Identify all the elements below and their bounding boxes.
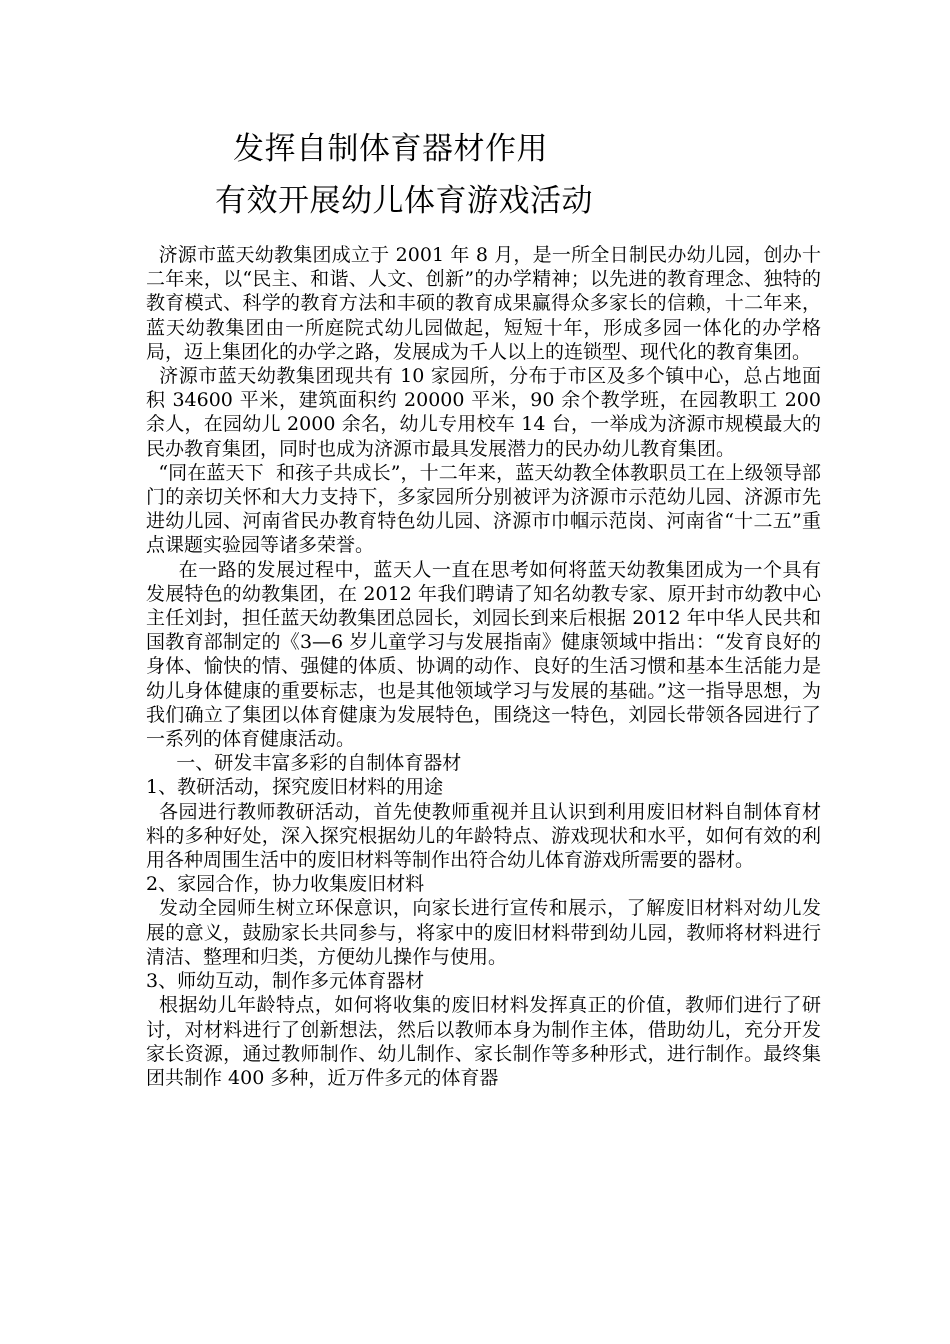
paragraph-development: 在一路的发展过程中，蓝天人一直在思考如何将蓝天幼教集团成为一个具有发展特色的幼教集团，在 2012 年我们聘请了知名幼教专家、原开封市幼教中心主任刘封，担任蓝天幼教集团总园长，刘园长到来后根据 2012 年中华人民共和国教育部制定的《3—6 岁儿童学习与发展指南》健康领域中指出：“发育良好的身体、愉快的情、强健的体质、协调的动作、良好的生活习惯和基本生活能力是幼儿身体健康的重要标志，也是其他领域学习与发展的基础。”这一指导思想，为我们确立了集团以体育健康为发展特色，围绕这一特色，刘园长带领各园进行了一系列的体育健康活动。 bbox=[146, 558, 821, 751]
document-title-line-2: 有效开展幼儿体育游戏活动 bbox=[215, 183, 593, 219]
document-body bbox=[146, 243, 828, 1090]
paragraph-scale: 济源市蓝天幼教集团现共有 10 家园所，分布于市区及多个镇中心，总占地面积 34600 平米，建筑面积约 20000 平米，90 余个教学班，在园教职工 200 余人，在园幼儿 2000 余名，幼儿专用校车 14 台，一举成为济源市规模最大的民办教育集团，同时也成为济源市最具发展潜力的民办幼儿教育集团。 bbox=[146, 365, 828, 460]
paragraph-honors: “同在蓝天下 和孩子共成长”，十二年来，蓝天幼教全体教职员工在上级领导部门的亲切关怀和大力支持下，多家园所分别被评为济源市示范幼儿园、济源市先进幼儿园、河南省民办教育特色幼儿园、济源市巾帼示范岗、河南省“十二五”重点课题实验园等诸多荣誉。 bbox=[146, 461, 821, 557]
section-heading-1: 一、研发丰富多彩的自制体育器材 bbox=[146, 752, 462, 775]
paragraph-intro: 济源市蓝天幼教集团成立于 2001 年 8 月，是一所全日制民办幼儿园，创办十二年来，以“民主、和谐、人文、创新”的办学精神；以先进的教育理念、独特的教育模式、科学的教育方法和丰硕的教育成果赢得众多家长的信赖，十二年来，蓝天幼教集团由一所庭院式幼儿园做起，短短十年，形成多园一体化的办学格局，迈上集团化的办学之路，发展成为千人以上的连锁型、现代化的教育集团。 bbox=[146, 244, 821, 363]
subheading-2: 2、家园合作，协力收集废旧材料 bbox=[146, 873, 425, 896]
subheading-1: 1、教研活动，探究废旧材料的用途 bbox=[146, 776, 444, 799]
subheading-3: 3、师幼互动，制作多元体育器材 bbox=[146, 970, 425, 993]
paragraph-interaction: 根据幼儿年龄特点，如何将收集的废旧材料发挥真正的价值，教师们进行了研讨，对材料进行了创新想法，然后以教师本身为制作主体，借助幼儿，充分开发家长资源，通过教师制作、幼儿制作、家长制作等多种形式，进行制作。最终集团共制作 400 多种，近万件多元的体育器 bbox=[146, 994, 821, 1089]
paragraph-research: 各园进行教师教研活动，首先使教师重视并且认识到利用废旧材料自制体育材料的多种好处，深入探究根据幼儿的年龄特点、游戏现状和水平，如何有效的利用各种周围生活中的废旧材料等制作出符合幼儿体育游戏所需要的器材。 bbox=[146, 800, 821, 872]
document-title-line-1: 发挥自制体育器材作用 bbox=[233, 131, 548, 167]
paragraph-cooperation: 发动全园师生树立环保意识，向家长进行宣传和展示，了解废旧材料对幼儿发展的意义，鼓励家长共同参与，将家中的废旧材料带到幼儿园，教师将材料进行清洁、整理和归类，方便幼儿操作与使用。 bbox=[146, 897, 821, 968]
